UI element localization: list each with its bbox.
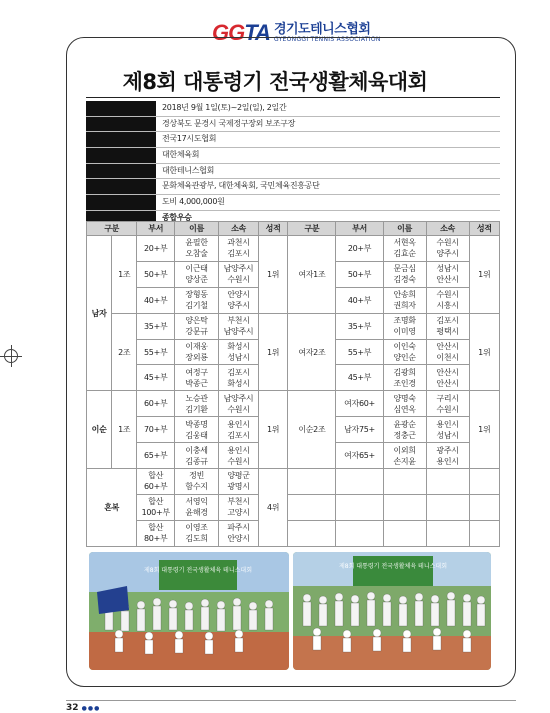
table-row <box>87 520 500 546</box>
right-group-cell: 여자2조 <box>288 313 336 391</box>
pair-line: 용인시 <box>436 419 459 429</box>
pair-line: 이영조 <box>185 523 208 533</box>
table-row <box>87 469 500 495</box>
pair-line: 용인시 <box>227 445 250 455</box>
pair-line: 양상준 <box>185 275 208 285</box>
info-row <box>86 164 500 180</box>
pair-line: 광명시 <box>227 482 250 492</box>
pair-line: 박종명 <box>185 419 208 429</box>
pair-line: 양명숙 <box>393 393 416 403</box>
pair-cell <box>175 494 219 520</box>
pair-cell <box>219 391 259 417</box>
pair-line: 노승관 <box>185 393 208 403</box>
empty-cell <box>426 494 469 520</box>
pair-line: 김종규 <box>185 456 208 466</box>
info-label-redacted <box>86 132 156 147</box>
result-cell: 1위 <box>469 391 499 469</box>
pair-cell <box>426 339 469 365</box>
pair-line: 남양주시 <box>223 264 254 274</box>
dept-cell: 합산 100+부 <box>137 494 175 520</box>
team-photo-left <box>89 552 289 670</box>
empty-cell <box>288 494 336 520</box>
pair-line: 평택시 <box>436 327 459 337</box>
result-cell: 1위 <box>258 391 287 469</box>
crop-mark-circle <box>4 349 18 363</box>
pair-line: 양주시 <box>227 301 250 311</box>
result-cell: 1위 <box>258 313 287 391</box>
pair-line: 이인숙 <box>393 342 416 351</box>
pair-line: 이천시 <box>436 353 459 362</box>
info-value: 전국17시도협회 <box>162 134 217 144</box>
pair-line: 안산시 <box>436 342 459 351</box>
dept-cell: 20+부 <box>336 236 383 262</box>
pair-cell <box>219 417 259 443</box>
empty-cell <box>469 520 499 546</box>
pair-cell <box>175 261 219 287</box>
dept-cell: 45+부 <box>137 365 175 391</box>
pair-line: 김광희 <box>393 367 416 377</box>
empty-cell <box>383 469 426 495</box>
pair-cell <box>426 313 469 339</box>
result-cell: 1위 <box>469 313 499 391</box>
pair-line: 성남시 <box>227 353 250 362</box>
pair-cell <box>175 469 219 495</box>
empty-cell <box>336 469 383 495</box>
header-dept-2: 부서 <box>336 222 383 236</box>
pair-line: 수원시 <box>227 456 250 466</box>
info-label-redacted <box>86 117 156 132</box>
pair-line: 양인순 <box>393 353 416 362</box>
pair-line: 윤해경 <box>185 508 208 518</box>
pair-line: 광주시 <box>436 445 459 455</box>
header-name: 이름 <box>175 222 219 236</box>
pair-line: 남양주시 <box>223 393 254 403</box>
event-info <box>86 101 500 226</box>
pair-cell <box>219 287 259 313</box>
pair-cell <box>175 391 219 417</box>
info-value: 대한테니스협회 <box>162 165 214 175</box>
pair-cell <box>383 365 426 391</box>
pair-line: 정빈 <box>189 471 204 481</box>
header-org: 소속 <box>219 222 259 236</box>
info-label-redacted <box>86 148 156 163</box>
info-label-redacted <box>86 164 156 179</box>
pair-line: 김포시 <box>227 249 250 259</box>
header-category-2: 구분 <box>288 222 336 236</box>
header-result-2: 성적 <box>469 222 499 236</box>
pair-cell <box>426 443 469 469</box>
pair-cell <box>383 339 426 365</box>
dept-cell: 45+부 <box>336 365 383 391</box>
dept-cell: 50+부 <box>336 261 383 287</box>
empty-cell <box>383 520 426 546</box>
pair-line: 용인시 <box>436 456 459 466</box>
info-value: 대한체육회 <box>162 150 200 160</box>
pair-line: 고양시 <box>227 508 250 518</box>
photo-banner-right: 제8회 대통령기 전국생활체육 테니스대회 <box>338 563 448 570</box>
pair-line: 장형동 <box>185 290 208 300</box>
pair-cell <box>383 236 426 262</box>
logo-english: GYEONGGI TENNIS ASSOCIATION <box>273 36 381 43</box>
pair-line: 남양주시 <box>223 327 254 337</box>
dept-cell: 합산 80+부 <box>137 520 175 546</box>
pair-line: 김경숙 <box>393 275 416 285</box>
empty-cell <box>336 494 383 520</box>
info-label-redacted <box>86 179 156 194</box>
table-header-row <box>87 222 500 236</box>
pair-line: 성남시 <box>436 430 459 440</box>
pair-line: 안송희 <box>393 290 416 300</box>
subgroup-2: 2조 <box>112 313 137 391</box>
pair-line: 수원시 <box>436 290 459 300</box>
pair-cell <box>175 365 219 391</box>
pair-line: 안양시 <box>227 290 250 300</box>
pair-line: 김도희 <box>185 534 208 544</box>
pair-line: 장외룡 <box>185 353 208 362</box>
pair-cell <box>426 236 469 262</box>
pair-line: 강문규 <box>185 327 208 337</box>
pair-line: 오참술 <box>185 249 208 259</box>
results-table <box>86 221 500 547</box>
result-cell: 4위 <box>258 469 287 547</box>
dept-cell: 40+부 <box>336 287 383 313</box>
pair-cell <box>219 261 259 287</box>
logo-mark: GGTA <box>212 20 270 45</box>
pair-cell <box>219 469 259 495</box>
pair-cell <box>426 391 469 417</box>
empty-cell <box>383 494 426 520</box>
pair-line: 화성시 <box>227 342 250 351</box>
pair-cell <box>426 287 469 313</box>
pair-line: 김기철 <box>185 301 208 311</box>
pair-cell <box>383 261 426 287</box>
header-dept: 부서 <box>137 222 175 236</box>
info-value: 종합우승 <box>162 212 192 222</box>
pair-line: 김포시 <box>436 316 459 326</box>
table-row <box>87 313 500 339</box>
header-category: 구분 <box>87 222 137 236</box>
pair-line: 윤광순 <box>393 419 416 429</box>
empty-cell <box>336 520 383 546</box>
info-row <box>86 148 500 164</box>
pair-cell <box>383 287 426 313</box>
pair-line: 안산시 <box>436 275 459 285</box>
pair-line: 조명화 <box>393 316 416 326</box>
table-row <box>87 494 500 520</box>
empty-cell <box>469 494 499 520</box>
dept-cell: 55+부 <box>336 339 383 365</box>
pair-cell <box>383 313 426 339</box>
pair-line: 구리시 <box>436 393 459 403</box>
info-value: 문화체육관광부, 대한체육회, 국민체육진흥공단 <box>162 181 320 191</box>
pair-line: 서영익 <box>185 497 208 507</box>
pair-line: 조인경 <box>393 378 416 388</box>
pair-line: 이외희 <box>393 445 416 455</box>
pair-line: 양평군 <box>227 471 250 481</box>
pair-line: 수원시 <box>436 238 459 248</box>
pair-line: 김포시 <box>227 430 250 440</box>
empty-cell <box>288 520 336 546</box>
pair-cell <box>175 417 219 443</box>
subgroup-1: 1조 <box>112 236 137 314</box>
pair-line: 정충근 <box>393 430 416 440</box>
pair-line: 윤필한 <box>185 238 208 248</box>
result-cell: 1위 <box>258 236 287 314</box>
info-value: 도비 4,000,000원 <box>162 197 225 207</box>
dept-cell: 합산 60+부 <box>137 469 175 495</box>
pair-cell <box>219 520 259 546</box>
group-men: 남자 <box>87 236 112 391</box>
dept-cell: 여자65+ <box>336 443 383 469</box>
page-dots: ●●● <box>81 705 101 712</box>
pair-cell <box>426 365 469 391</box>
pair-cell <box>383 391 426 417</box>
dept-cell: 55+부 <box>137 339 175 365</box>
pair-cell <box>219 443 259 469</box>
dept-cell: 남자75+ <box>336 417 383 443</box>
pair-line: 안산시 <box>436 367 459 377</box>
pair-line: 권희자 <box>393 301 416 311</box>
logo-korean: 경기도테니스협회 <box>273 22 371 37</box>
pair-line: 수원시 <box>436 404 459 414</box>
pair-cell <box>175 313 219 339</box>
pair-cell <box>219 494 259 520</box>
empty-cell <box>469 469 499 495</box>
pair-line: 김효순 <box>393 249 416 259</box>
info-value: 경상북도 문경시 국제정구장외 보조구장 <box>162 118 296 128</box>
pair-cell <box>219 339 259 365</box>
dept-cell: 40+부 <box>137 287 175 313</box>
pair-cell <box>426 417 469 443</box>
info-row <box>86 117 500 133</box>
pair-cell <box>175 287 219 313</box>
pair-line: 김포시 <box>227 367 250 377</box>
info-row <box>86 132 500 148</box>
pair-cell <box>426 261 469 287</box>
result-cell: 1위 <box>469 236 499 314</box>
pair-line: 화성시 <box>227 378 250 388</box>
pair-line: 안산시 <box>436 378 459 388</box>
page-number: 32 ●●● <box>66 703 101 713</box>
info-row <box>86 101 500 117</box>
empty-cell <box>288 469 336 495</box>
empty-cell <box>426 469 469 495</box>
right-group-cell: 이순2조 <box>288 391 336 469</box>
pair-line: 문금심 <box>393 264 416 274</box>
pair-line: 수원시 <box>227 404 250 414</box>
pair-cell <box>175 236 219 262</box>
footer-rule <box>66 700 516 701</box>
page-title: 제8회 대통령기 전국생활체육대회 <box>122 70 428 94</box>
dept-cell: 35+부 <box>336 313 383 339</box>
dept-cell: 60+부 <box>137 391 175 417</box>
pair-line: 용인시 <box>227 419 250 429</box>
group-mixed: 혼복 <box>87 469 137 547</box>
pair-line: 부천시 <box>227 497 250 507</box>
pair-line: 여정구 <box>185 367 208 377</box>
photo-banner-left: 제8회 대통령기 전국생활체육 테니스대회 <box>143 567 253 574</box>
pair-line: 김웅태 <box>185 430 208 440</box>
pair-line: 이미영 <box>393 327 416 337</box>
pair-line: 안양시 <box>227 534 250 544</box>
pair-cell <box>175 443 219 469</box>
pair-line: 과천시 <box>227 238 250 248</box>
pair-line: 이근태 <box>185 264 208 274</box>
pair-line: 심연옥 <box>393 404 416 414</box>
pair-line: 김기환 <box>185 404 208 414</box>
pair-line: 서현옥 <box>393 238 416 248</box>
pair-line: 파주시 <box>227 523 250 533</box>
empty-cell <box>426 520 469 546</box>
pair-line: 양은탁 <box>185 316 208 326</box>
team-photo-right <box>293 552 491 670</box>
group-older: 이순 <box>87 391 112 469</box>
pair-cell <box>175 339 219 365</box>
pair-line: 함수지 <box>185 482 208 492</box>
pair-line: 박종근 <box>185 378 208 388</box>
pair-line: 수원시 <box>227 275 250 285</box>
info-value: 2018년 9월 1일(토)~2일(일), 2일간 <box>162 103 287 112</box>
info-row <box>86 179 500 195</box>
pair-line: 시흥시 <box>436 301 459 311</box>
pair-line: 손지윤 <box>393 456 416 466</box>
pair-cell <box>219 313 259 339</box>
pair-cell <box>219 365 259 391</box>
header-name-2: 이름 <box>383 222 426 236</box>
header-org-2: 소속 <box>426 222 469 236</box>
table-row <box>87 391 500 417</box>
dept-cell: 35+부 <box>137 313 175 339</box>
header-result: 성적 <box>258 222 287 236</box>
dept-cell: 여자60+ <box>336 391 383 417</box>
pair-cell <box>383 417 426 443</box>
title-rule <box>86 97 500 98</box>
pair-line: 성남시 <box>436 264 459 274</box>
subgroup-3: 1조 <box>112 391 137 469</box>
right-group-cell: 여자1조 <box>288 236 336 314</box>
pair-line: 이충세 <box>185 445 208 455</box>
info-label-redacted <box>86 101 156 116</box>
pair-cell <box>175 520 219 546</box>
info-row <box>86 195 500 211</box>
dept-cell: 70+부 <box>137 417 175 443</box>
dept-cell: 20+부 <box>137 236 175 262</box>
dept-cell: 65+부 <box>137 443 175 469</box>
pair-line: 양주시 <box>436 249 459 259</box>
pair-cell <box>383 443 426 469</box>
info-label-redacted <box>86 195 156 210</box>
table-row <box>87 236 500 262</box>
pair-cell <box>219 236 259 262</box>
dept-cell: 50+부 <box>137 261 175 287</box>
pair-line: 부천시 <box>227 316 250 326</box>
pair-line: 이재웅 <box>185 342 208 351</box>
